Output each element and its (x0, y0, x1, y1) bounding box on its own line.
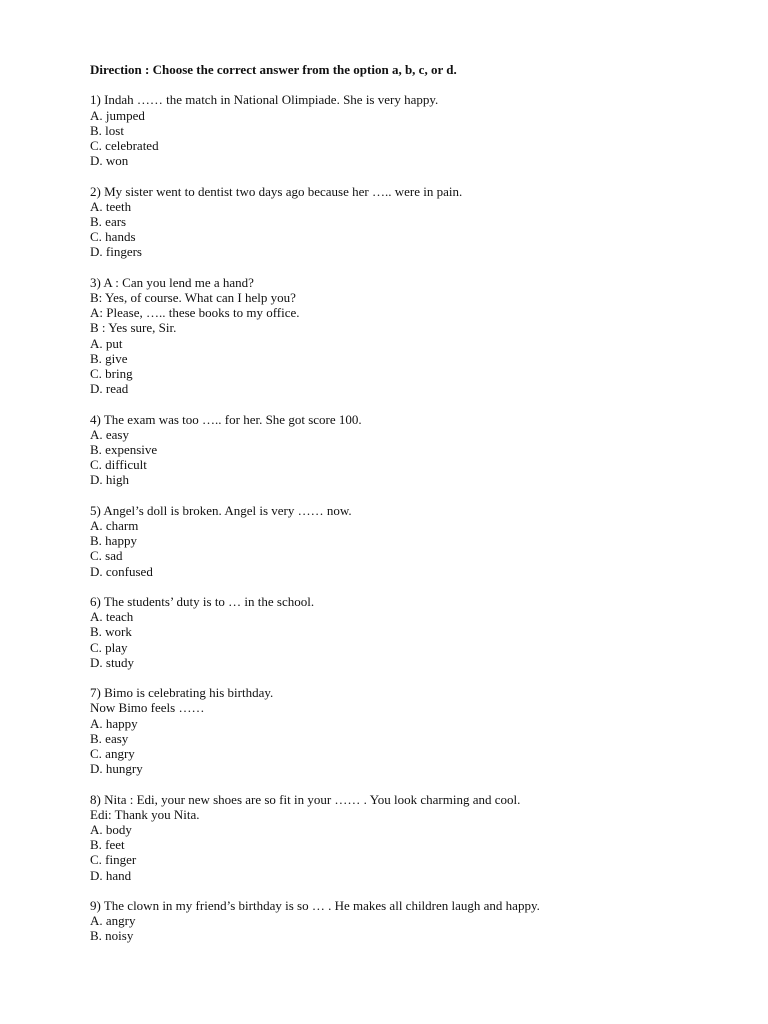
question-6 (90, 594, 730, 670)
question-7 (90, 685, 730, 776)
answer-option: A. teach (90, 609, 134, 625)
answer-option: C. hands (90, 229, 136, 245)
answer-option: A. happy (90, 715, 138, 731)
answer-option: A. put (90, 335, 123, 351)
answer-option: A. teeth (90, 198, 132, 214)
question-5 (90, 503, 730, 579)
answer-option: C. finger (90, 852, 137, 868)
question-text: B: Yes, of course. What can I help you? (90, 290, 296, 305)
answer-option: B. give (90, 350, 128, 366)
question-text: 5) Angel’s doll is broken. Angel is very …… now. (90, 502, 352, 518)
question-3 (90, 275, 730, 397)
answer-option: A. easy (90, 426, 129, 442)
question-text: 4) The exam was too ….. for her. She got score 100. (90, 411, 362, 427)
answer-option: A. charm (90, 518, 139, 534)
worksheet-page (90, 62, 730, 959)
answer-option: B. ears (90, 214, 127, 229)
answer-option: D. study (90, 654, 135, 670)
answer-option: B. work (90, 624, 132, 640)
answer-option: B. noisy (90, 928, 134, 944)
question-9 (90, 898, 730, 944)
answer-option: D. won (90, 153, 129, 169)
question-text: 8) Nita : Edi, your new shoes are so fit in your …… . You look charming and cool. (90, 791, 521, 807)
answer-option: B. expensive (90, 442, 158, 458)
question-text: B : Yes sure, Sir. (90, 320, 177, 336)
question-text: 7) Bimo is celebrating his birthday. (90, 685, 274, 701)
direction-heading: Direction : Choose the correct answer from the option a, b, c, or d. (90, 62, 457, 77)
answer-option: D. high (90, 472, 129, 488)
answer-option: B. happy (90, 533, 137, 549)
answer-option: C. angry (90, 746, 135, 762)
answer-option: B. feet (90, 837, 125, 853)
question-text: 9) The clown in my friend’s birthday is so … . He makes all children laugh and happy. (90, 898, 540, 914)
answer-option: D. confused (90, 563, 153, 579)
question-text: 2) My sister went to dentist two days ago because her ….. were in pain. (90, 183, 463, 199)
question-text: Edi: Thank you Nita. (90, 806, 200, 822)
answer-option: C. sad (90, 548, 123, 564)
answer-option: C. bring (90, 366, 133, 382)
question-2 (90, 184, 730, 260)
question-1 (90, 92, 730, 168)
question-text: Now Bimo feels …… (90, 700, 205, 716)
answer-option: C. difficult (90, 457, 147, 473)
answer-option: D. hungry (90, 761, 143, 777)
question-text: 1) Indah …… the match in National Olimpiade. She is very happy. (90, 92, 439, 108)
question-text: 3) A : Can you lend me a hand? (90, 274, 254, 290)
answer-option: C. play (90, 639, 128, 655)
answer-option: D. read (90, 381, 129, 397)
question-text: 6) The students’ duty is to … in the school. (90, 594, 315, 610)
answer-option: B. lost (90, 122, 124, 138)
answer-option: A. jumped (90, 107, 145, 123)
question-4 (90, 412, 730, 488)
answer-option: D. hand (90, 867, 132, 883)
answer-option: C. celebrated (90, 138, 159, 153)
question-8 (90, 792, 730, 883)
question-text: A: Please, ….. these books to my office. (90, 305, 300, 321)
answer-option: D. fingers (90, 244, 142, 260)
answer-option: A. angry (90, 913, 136, 929)
answer-option: A. body (90, 822, 132, 838)
answer-option: B. easy (90, 730, 129, 746)
question-list (90, 92, 730, 943)
